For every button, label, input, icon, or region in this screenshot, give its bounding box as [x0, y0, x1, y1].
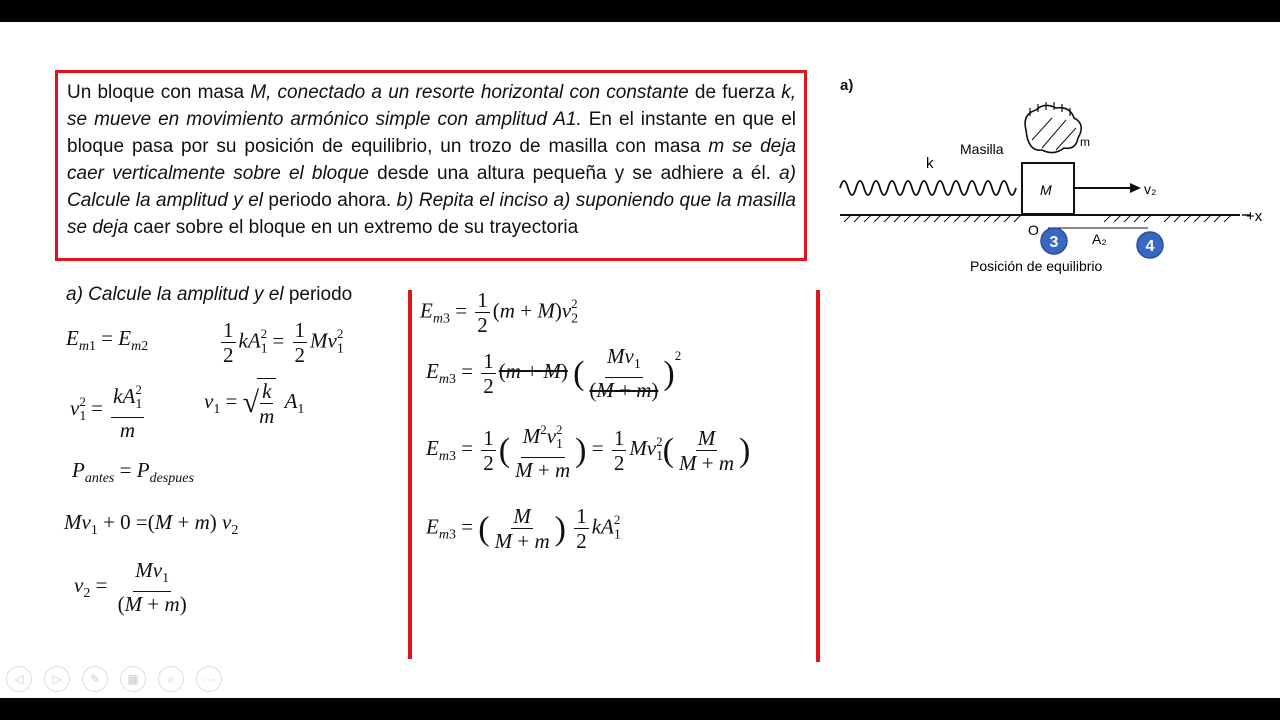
presentation-toolbar: [6, 666, 222, 692]
problem-text-italic: m se deja caer verticalmente sobre el bloque: [67, 136, 796, 184]
spring: [840, 181, 1016, 195]
eq-v2: $v_2$ = $\frac{Mv_1}{(M + m)}$: [74, 558, 187, 616]
pen-icon[interactable]: ✎: [82, 666, 108, 692]
problem-statement: [55, 70, 807, 261]
heading-italic: a) Calcule la amplitud y el: [66, 284, 284, 305]
bottom-letterbox: [0, 698, 1280, 720]
eq-momentum-expanded: $Mv_1 + 0 =(M + m)$ $v_2$: [64, 510, 239, 538]
heading-plain: periodo: [283, 284, 353, 305]
putty-label: Masilla: [960, 141, 1004, 157]
axis-label: +x: [1246, 208, 1263, 225]
divider-left: [408, 290, 412, 659]
eq-em3-c: $E_{m3}$ = $\frac{1}{2}$ ( $\frac{M^2v_1^2}{M + m}$ ) = $\frac{1}{2}$ $Mv_1^2$( $\frac{M}{M + m}$ ): [426, 418, 750, 482]
zoom-icon[interactable]: ⌕: [158, 666, 184, 692]
equilibrium-caption: Posición de equilibrio: [970, 258, 1103, 274]
eq-momentum: $P_{antes} = P_{despues}$: [72, 458, 194, 486]
problem-text-italic: M, conectado a un resorte horizontal con constante: [250, 82, 689, 103]
problem-text-italic: a) Calcule la amplitud y el: [67, 163, 797, 211]
section-heading: [66, 284, 352, 306]
eq-kinetic-potential: $\frac{1}{2}$ $kA_1^2$ = $\frac{1}{2}$ $Mv_1^2$: [223, 318, 344, 367]
problem-text: periodo ahora.: [263, 190, 397, 211]
amplitude-label: A₂: [1092, 231, 1107, 247]
putty: [1025, 105, 1081, 152]
spring-constant-label: k: [926, 155, 934, 172]
putty-mass-label: m: [1080, 135, 1090, 149]
velocity-label: v₂: [1144, 181, 1157, 197]
eq-em3-a: $E_{m3}$ = $\frac{1}{2}$ $(m + M)v_2^2$: [420, 288, 579, 337]
block-mass-label: M: [1040, 182, 1052, 198]
prev-icon[interactable]: ◁: [6, 666, 32, 692]
problem-text-italic: b) Repita el inciso a) suponiendo que la masilla se deja: [67, 190, 796, 238]
badge-4-label: 4: [1145, 238, 1155, 255]
eq-em3-b: $E_{m3}$ = $\frac{1}{2}$ (m + M) ( $\frac{Mv_1}{(M + m)}$ )$^2$: [426, 344, 682, 402]
problem-text: Un bloque con masa: [67, 82, 251, 103]
badge-3-label: 3: [1049, 234, 1059, 251]
problem-text: En el instante en que el bloque pasa por su posición de equilibrio, un trozo de masilla con masa: [67, 109, 796, 157]
spring-block-diagram: [830, 100, 1270, 285]
origin-label: O: [1028, 222, 1039, 238]
top-letterbox: [0, 0, 1280, 22]
eq-v1-squared: $v_1^2$ = $\frac{kA_1^2}{m}$: [70, 378, 147, 442]
problem-text: desde una altura pequeña y se adhiere a él.: [368, 163, 780, 184]
eq-em3-d: $E_{m3}$ = ( $\frac{M}{M + m}$ ) $\frac{1}{2}$ $kA_1^2$: [426, 504, 621, 553]
problem-text: caer sobre el bloque en un extremo de su trayectoria: [128, 217, 579, 238]
problem-text-italic: k, se mueve en movimiento armónico simple con amplitud A1.: [67, 82, 797, 130]
divider-right: [816, 290, 820, 662]
eq-energy-equal: $E_{m1} = E_{m2}$: [66, 326, 149, 354]
next-icon[interactable]: ▷: [44, 666, 70, 692]
slides-icon[interactable]: ▦: [120, 666, 146, 692]
problem-text: de fuerza: [688, 82, 782, 103]
eq-v1: $v_1$ = √ $\frac{k}{m}$ $A_1$: [204, 379, 305, 428]
figure-label: a): [840, 77, 854, 94]
more-icon[interactable]: ···: [196, 666, 222, 692]
